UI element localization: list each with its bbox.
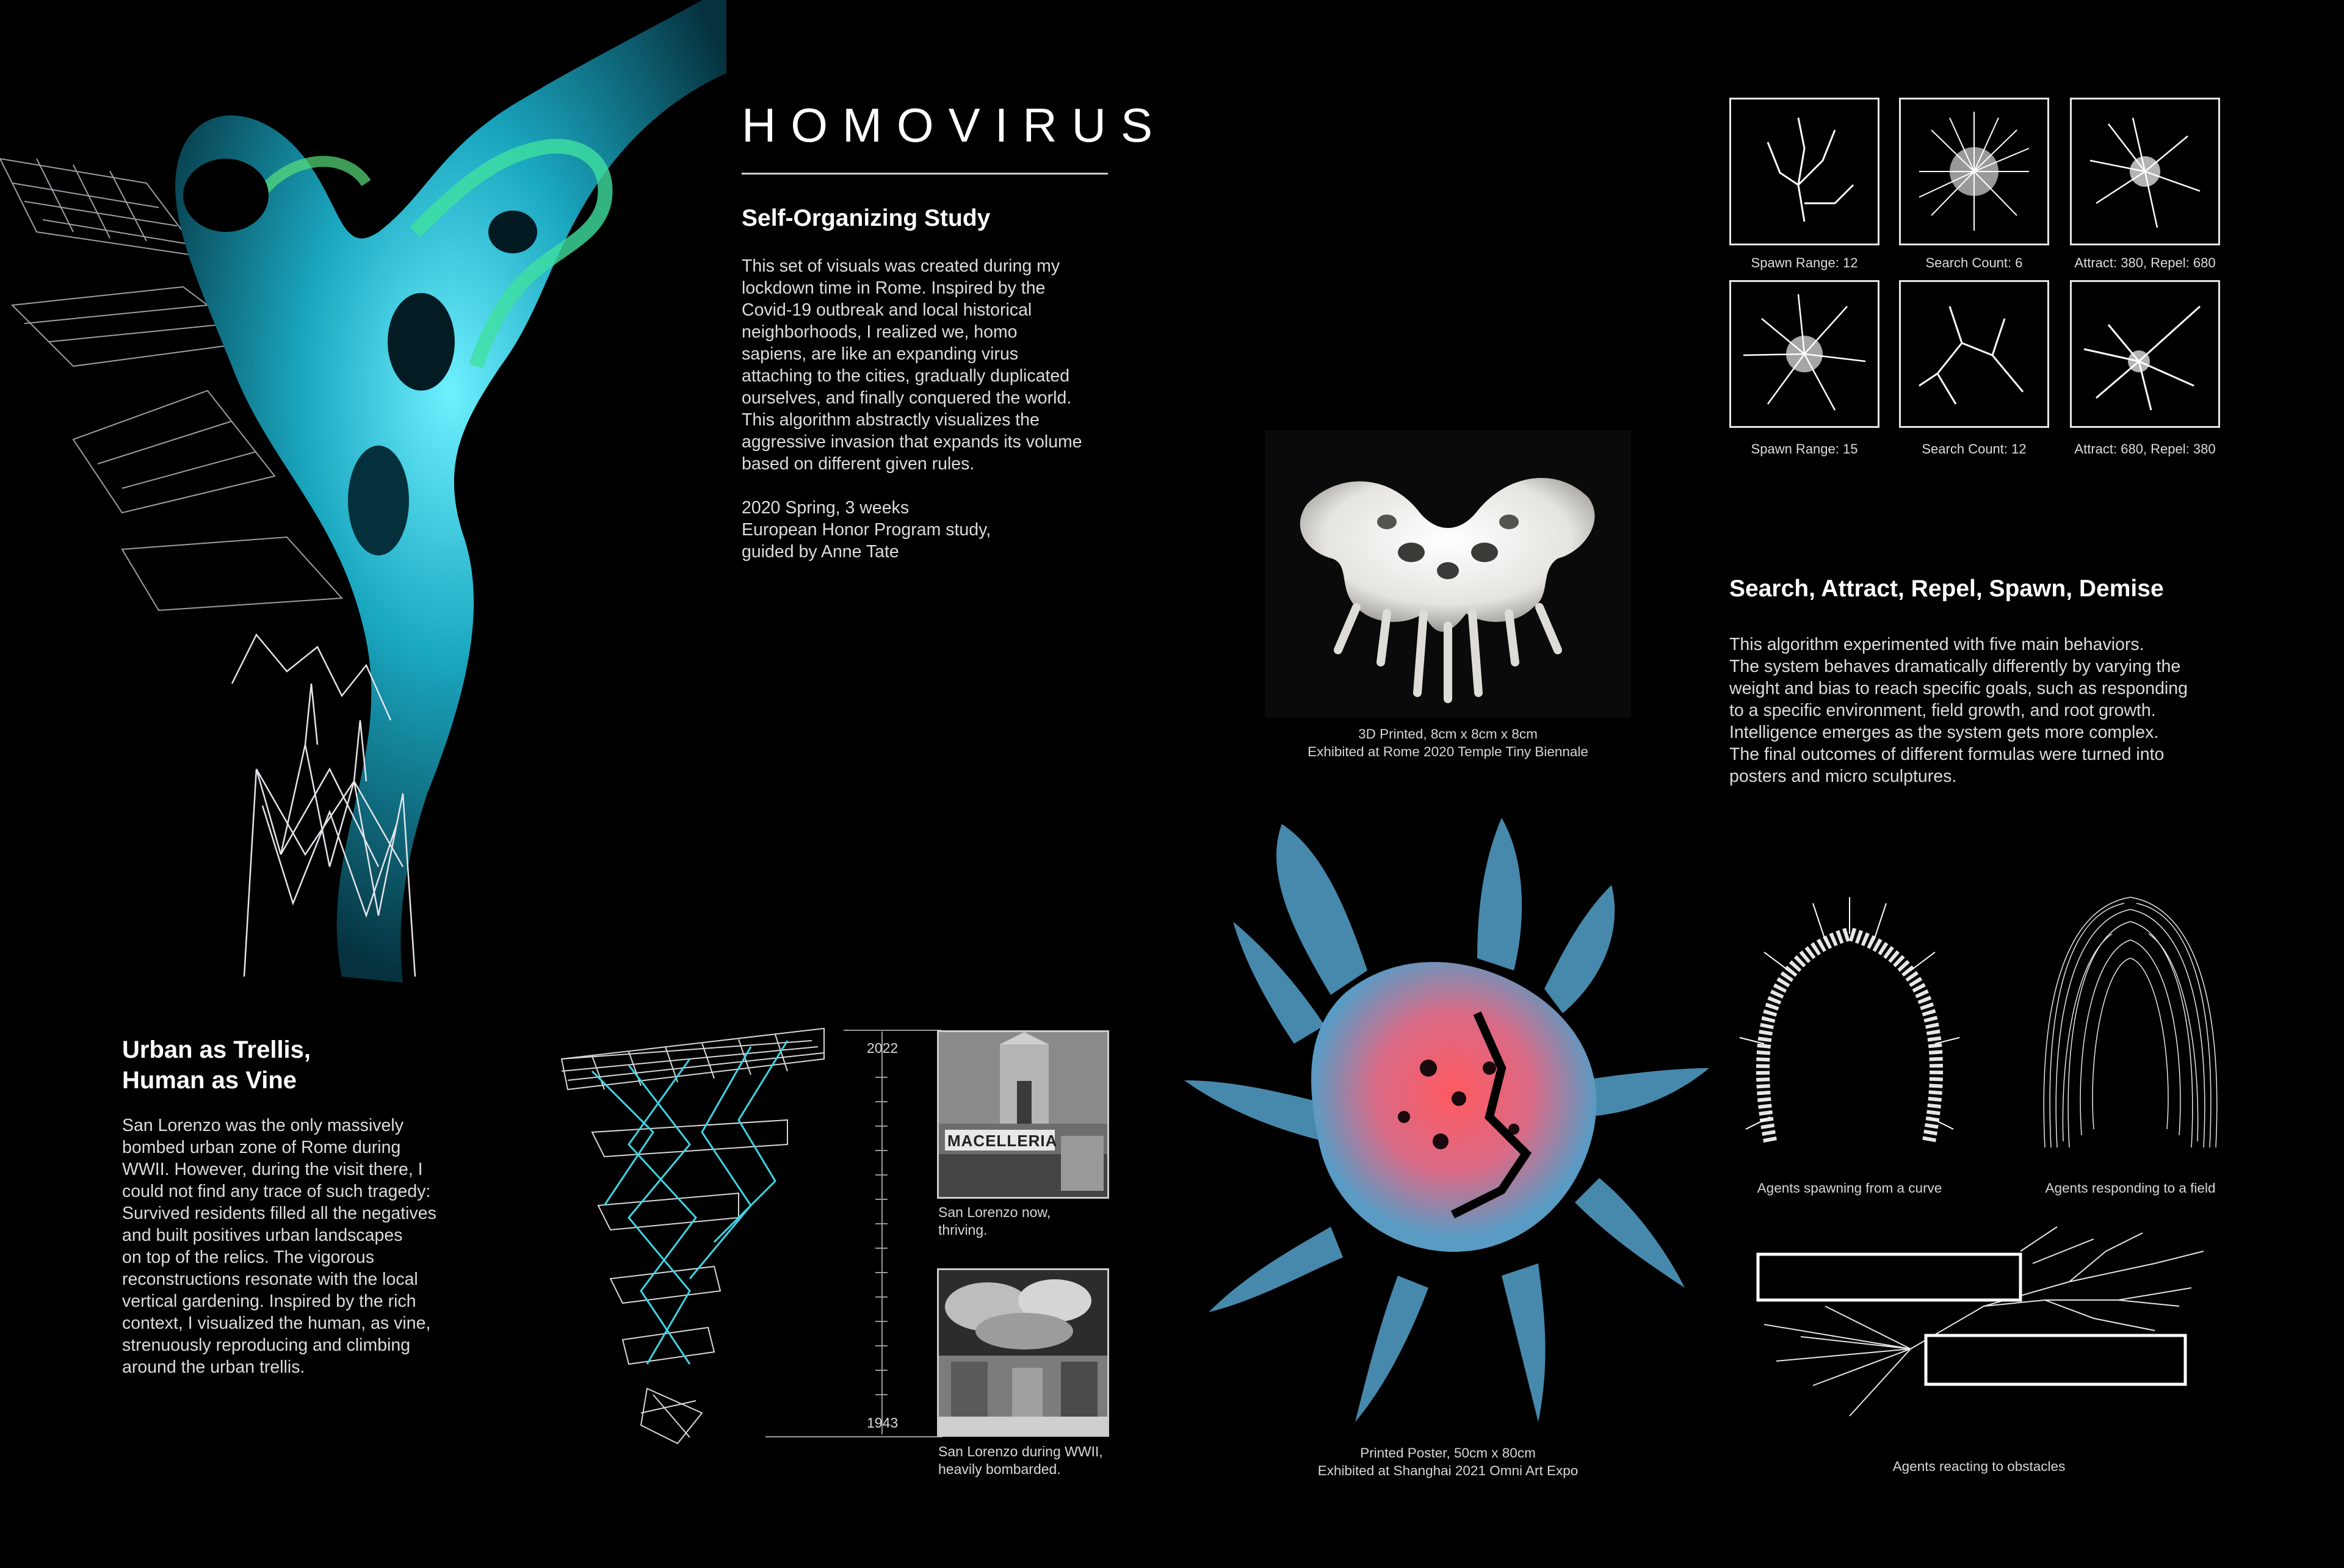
urban-line: bombed urban zone of Rome during xyxy=(122,1138,401,1157)
caption-line: San Lorenzo now, xyxy=(938,1204,1051,1220)
photo-san-lorenzo-now xyxy=(937,1030,1109,1199)
intro-meta-line: European Honor Program study, xyxy=(742,520,991,540)
agents-curve-drawing xyxy=(1727,861,1972,1154)
intro-line: This algorithm abstractly visualizes the xyxy=(742,410,1040,430)
caption-line: heavily bombarded. xyxy=(938,1461,1061,1477)
timeline-year-bottom: 1943 xyxy=(867,1415,899,1431)
urban-line: vertical gardening. Inspired by the rich xyxy=(122,1292,416,1311)
intro-line: This set of visuals was created during my xyxy=(742,256,1060,276)
intro-line: Covid-19 outbreak and local historical xyxy=(742,300,1032,320)
agents-field-caption: Agents responding to a field xyxy=(2045,1180,2216,1196)
urban-line: could not find any trace of such tragedy: xyxy=(122,1182,431,1201)
caption-line: thriving. xyxy=(938,1222,988,1238)
intro-line: sapiens, are like an expanding virus xyxy=(742,344,1019,364)
urban-line: WWII. However, during the visit there, I xyxy=(122,1160,423,1179)
thumb-attract-680-repel-380 xyxy=(2070,280,2220,428)
behaviors-line: weight and bias to reach specific goals, such as responding xyxy=(1729,679,2188,698)
urban-line: Survived residents filled all the negatives xyxy=(122,1204,436,1223)
behaviors-text xyxy=(1729,634,2279,787)
agents-curve-caption: Agents spawning from a curve xyxy=(1757,1180,1942,1196)
page-title: HOMOVIRUS xyxy=(742,98,1168,152)
agents-obstacles-caption: Agents reacting to obstacles xyxy=(1892,1459,2066,1474)
intro-line: ourselves, and finally conquered the world. xyxy=(742,388,1072,408)
sculpture-caption xyxy=(1265,725,1631,761)
thumb-attract-380-repel-680 xyxy=(2070,98,2220,245)
intro-heading: Self-Organizing Study xyxy=(742,205,991,231)
sculpture-photo xyxy=(1265,430,1631,717)
thumb-label: Search Count: 6 xyxy=(1925,255,2023,270)
urban-line: strenuously reproducing and climbing xyxy=(122,1335,411,1355)
poster-caption xyxy=(1265,1444,1631,1479)
urban-line: and built positives urban landscapes xyxy=(122,1226,403,1245)
photo-wwii-caption xyxy=(938,1443,1103,1478)
photo-san-lorenzo-wwii xyxy=(937,1268,1109,1437)
intro-line: neighborhoods, I realized we, homo xyxy=(742,322,1018,342)
urban-line: on top of the relics. The vigorous xyxy=(122,1248,374,1267)
intro-meta-line: 2020 Spring, 3 weeks xyxy=(742,498,910,518)
urban-heading-line: Human as Vine xyxy=(122,1067,297,1094)
caption-line: San Lorenzo during WWII, xyxy=(938,1443,1103,1459)
urban-line: around the urban trellis. xyxy=(122,1357,305,1377)
caption-line: Exhibited at Rome 2020 Temple Tiny Biennale xyxy=(1308,744,1588,759)
hero-organic-render xyxy=(0,0,726,983)
thumb-label: Search Count: 12 xyxy=(1922,441,2027,457)
behaviors-line: Intelligence emerges as the system gets more complex. xyxy=(1729,723,2159,742)
behaviors-line: posters and micro sculptures. xyxy=(1729,767,1957,786)
thumb-search-count-6 xyxy=(1899,98,2049,245)
agents-field-drawing xyxy=(2033,873,2228,1154)
behaviors-line: The system behaves dramatically differently by varying the xyxy=(1729,657,2181,676)
caption-line: Exhibited at Shanghai 2021 Omni Art Expo xyxy=(1317,1463,1579,1478)
intro-line: lockdown time in Rome. Inspired by the xyxy=(742,278,1046,298)
intro-line: aggressive invasion that expands its volume xyxy=(742,432,1082,452)
urban-line: reconstructions resonate with the local xyxy=(122,1270,418,1289)
poster-render xyxy=(1184,812,1721,1434)
intro-text xyxy=(742,255,1120,563)
thumb-label: Attract: 380, Repel: 680 xyxy=(2074,255,2216,270)
trellis-wireframe xyxy=(555,1022,836,1450)
intro-line: attaching to the cities, gradually duplicated xyxy=(742,366,1070,386)
urban-line: San Lorenzo was the only massively xyxy=(122,1116,403,1135)
urban-line: context, I visualized the human, as vine, xyxy=(122,1313,431,1333)
caption-line: 3D Printed, 8cm x 8cm x 8cm xyxy=(1358,726,1538,742)
timeline-top-connector xyxy=(844,1030,941,1031)
agents-obstacles-drawing xyxy=(1727,1215,2228,1440)
title-divider xyxy=(742,173,1108,175)
behaviors-line: to a specific environment, field growth, and root growth. xyxy=(1729,701,2156,720)
caption-line: Printed Poster, 50cm x 80cm xyxy=(1360,1445,1536,1461)
thumb-label: Attract: 680, Repel: 380 xyxy=(2074,441,2216,457)
timeline-bottom-connector xyxy=(765,1436,942,1437)
intro-meta-line: guided by Anne Tate xyxy=(742,542,899,562)
thumb-spawn-range-12 xyxy=(1729,98,1879,245)
urban-text xyxy=(122,1115,501,1378)
behaviors-line: The final outcomes of different formulas were turned into xyxy=(1729,745,2165,764)
thumb-spawn-range-15 xyxy=(1729,280,1879,428)
urban-heading xyxy=(122,1035,311,1096)
timeline-axis xyxy=(881,1031,883,1434)
shop-sign: MACELLERIA xyxy=(947,1132,1058,1150)
intro-line: based on different given rules. xyxy=(742,454,975,474)
thumb-label: Spawn Range: 12 xyxy=(1751,255,1858,270)
timeline-year-top: 2022 xyxy=(867,1040,899,1056)
photo-now-caption xyxy=(938,1204,1051,1239)
urban-heading-line: Urban as Trellis, xyxy=(122,1036,311,1063)
thumb-search-count-12 xyxy=(1899,280,2049,428)
thumb-label: Spawn Range: 15 xyxy=(1751,441,1858,457)
behaviors-line: This algorithm experimented with five main behaviors. xyxy=(1729,635,2144,654)
behaviors-heading: Search, Attract, Repel, Spawn, Demise xyxy=(1729,576,2164,602)
